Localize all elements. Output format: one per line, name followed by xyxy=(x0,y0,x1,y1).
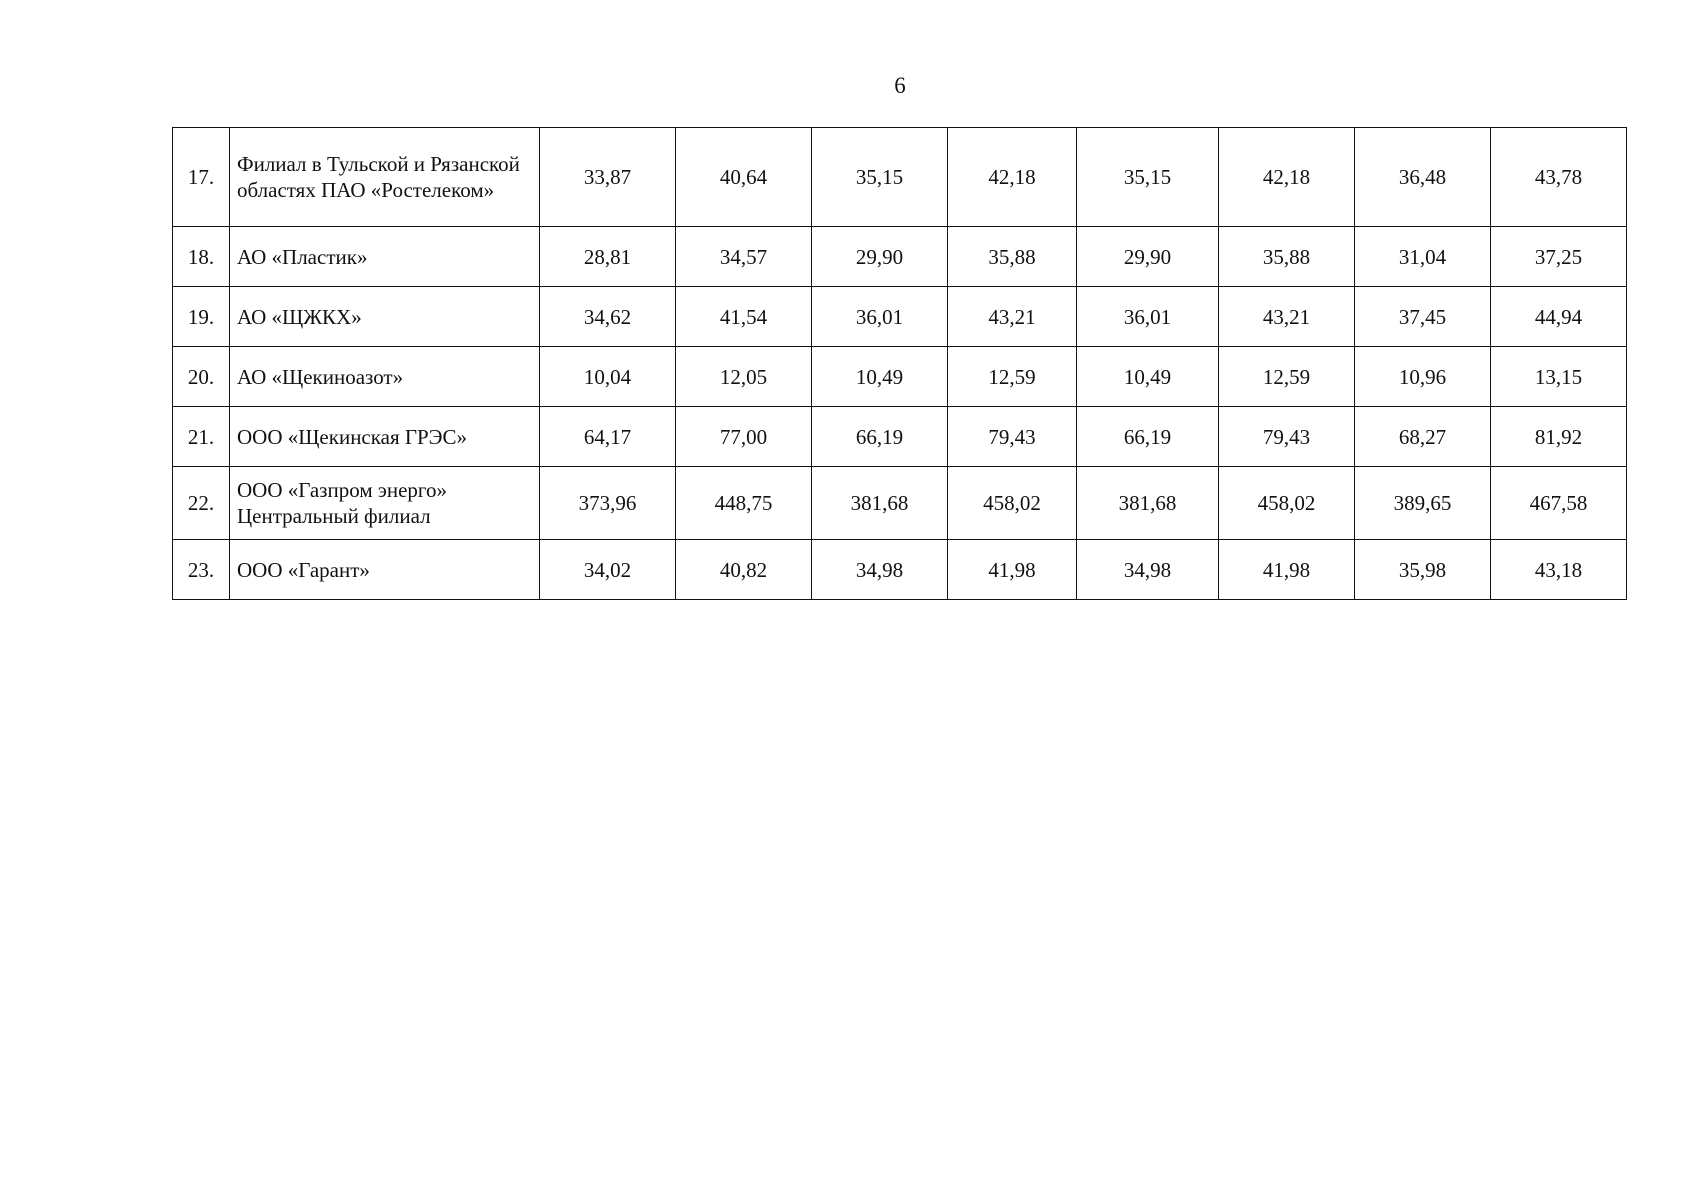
tariff-value: 34,02 xyxy=(540,540,676,600)
table-row xyxy=(173,227,1627,287)
table-row xyxy=(173,540,1627,600)
tariff-value: 40,82 xyxy=(676,540,812,600)
row-number: 19. xyxy=(173,287,230,347)
tariff-value: 34,98 xyxy=(1077,540,1219,600)
tariff-value: 36,01 xyxy=(812,287,948,347)
table-body xyxy=(173,128,1627,600)
table-row xyxy=(173,347,1627,407)
tariff-value: 10,49 xyxy=(1077,347,1219,407)
organization-name: ООО «Газпром энерго» Центральный филиал xyxy=(230,467,540,540)
tariff-value: 458,02 xyxy=(948,467,1077,540)
tariff-value: 37,45 xyxy=(1355,287,1491,347)
tariff-value: 28,81 xyxy=(540,227,676,287)
tariff-value: 41,54 xyxy=(676,287,812,347)
tariff-value: 33,87 xyxy=(540,128,676,227)
tariff-value: 458,02 xyxy=(1219,467,1355,540)
tariff-value: 12,05 xyxy=(676,347,812,407)
organization-name: Филиал в Тульской и Рязанской областях ПАО «Ростелеком» xyxy=(230,128,540,227)
organization-name: АО «Щекиноазот» xyxy=(230,347,540,407)
tariff-value: 467,58 xyxy=(1491,467,1627,540)
table-row xyxy=(173,467,1627,540)
organization-name: АО «Пластик» xyxy=(230,227,540,287)
tariff-value: 34,62 xyxy=(540,287,676,347)
tariff-value: 34,57 xyxy=(676,227,812,287)
organization-name: ООО «Гарант» xyxy=(230,540,540,600)
tariff-value: 36,48 xyxy=(1355,128,1491,227)
tariff-value: 36,01 xyxy=(1077,287,1219,347)
tariff-value: 44,94 xyxy=(1491,287,1627,347)
tariff-value: 81,92 xyxy=(1491,407,1627,467)
row-number: 18. xyxy=(173,227,230,287)
tariff-value: 43,78 xyxy=(1491,128,1627,227)
tariff-value: 43,21 xyxy=(948,287,1077,347)
tariff-value: 41,98 xyxy=(948,540,1077,600)
tariff-value: 66,19 xyxy=(812,407,948,467)
table-row xyxy=(173,128,1627,227)
tariff-value: 37,25 xyxy=(1491,227,1627,287)
table-row xyxy=(173,287,1627,347)
tariff-value: 10,49 xyxy=(812,347,948,407)
tariff-value: 35,15 xyxy=(812,128,948,227)
row-number: 23. xyxy=(173,540,230,600)
tariff-value: 66,19 xyxy=(1077,407,1219,467)
tariff-value: 31,04 xyxy=(1355,227,1491,287)
tariff-value: 41,98 xyxy=(1219,540,1355,600)
tariff-value: 35,88 xyxy=(1219,227,1355,287)
tariff-value: 35,15 xyxy=(1077,128,1219,227)
tariff-value: 10,04 xyxy=(540,347,676,407)
tariff-value: 10,96 xyxy=(1355,347,1491,407)
tariff-value: 13,15 xyxy=(1491,347,1627,407)
tariff-value: 43,21 xyxy=(1219,287,1355,347)
tariff-value: 77,00 xyxy=(676,407,812,467)
tariff-value: 79,43 xyxy=(1219,407,1355,467)
tariff-value: 42,18 xyxy=(948,128,1077,227)
tariff-value: 35,88 xyxy=(948,227,1077,287)
tariff-value: 12,59 xyxy=(948,347,1077,407)
tariff-table xyxy=(172,127,1627,600)
tariff-value: 35,98 xyxy=(1355,540,1491,600)
row-number: 17. xyxy=(173,128,230,227)
table-row xyxy=(173,407,1627,467)
tariff-value: 79,43 xyxy=(948,407,1077,467)
tariff-value: 64,17 xyxy=(540,407,676,467)
tariff-value: 40,64 xyxy=(676,128,812,227)
tariff-value: 68,27 xyxy=(1355,407,1491,467)
tariff-value: 34,98 xyxy=(812,540,948,600)
row-number: 20. xyxy=(173,347,230,407)
page-number: 6 xyxy=(894,73,906,98)
tariff-value: 381,68 xyxy=(812,467,948,540)
organization-name: АО «ЩЖКХ» xyxy=(230,287,540,347)
organization-name: ООО «Щекинская ГРЭС» xyxy=(230,407,540,467)
tariff-value: 43,18 xyxy=(1491,540,1627,600)
row-number: 21. xyxy=(173,407,230,467)
tariff-value: 448,75 xyxy=(676,467,812,540)
tariff-value: 389,65 xyxy=(1355,467,1491,540)
tariff-value: 29,90 xyxy=(1077,227,1219,287)
tariff-value: 42,18 xyxy=(1219,128,1355,227)
row-number: 22. xyxy=(173,467,230,540)
tariff-value: 29,90 xyxy=(812,227,948,287)
tariff-value: 12,59 xyxy=(1219,347,1355,407)
tariff-value: 373,96 xyxy=(540,467,676,540)
tariff-value: 381,68 xyxy=(1077,467,1219,540)
